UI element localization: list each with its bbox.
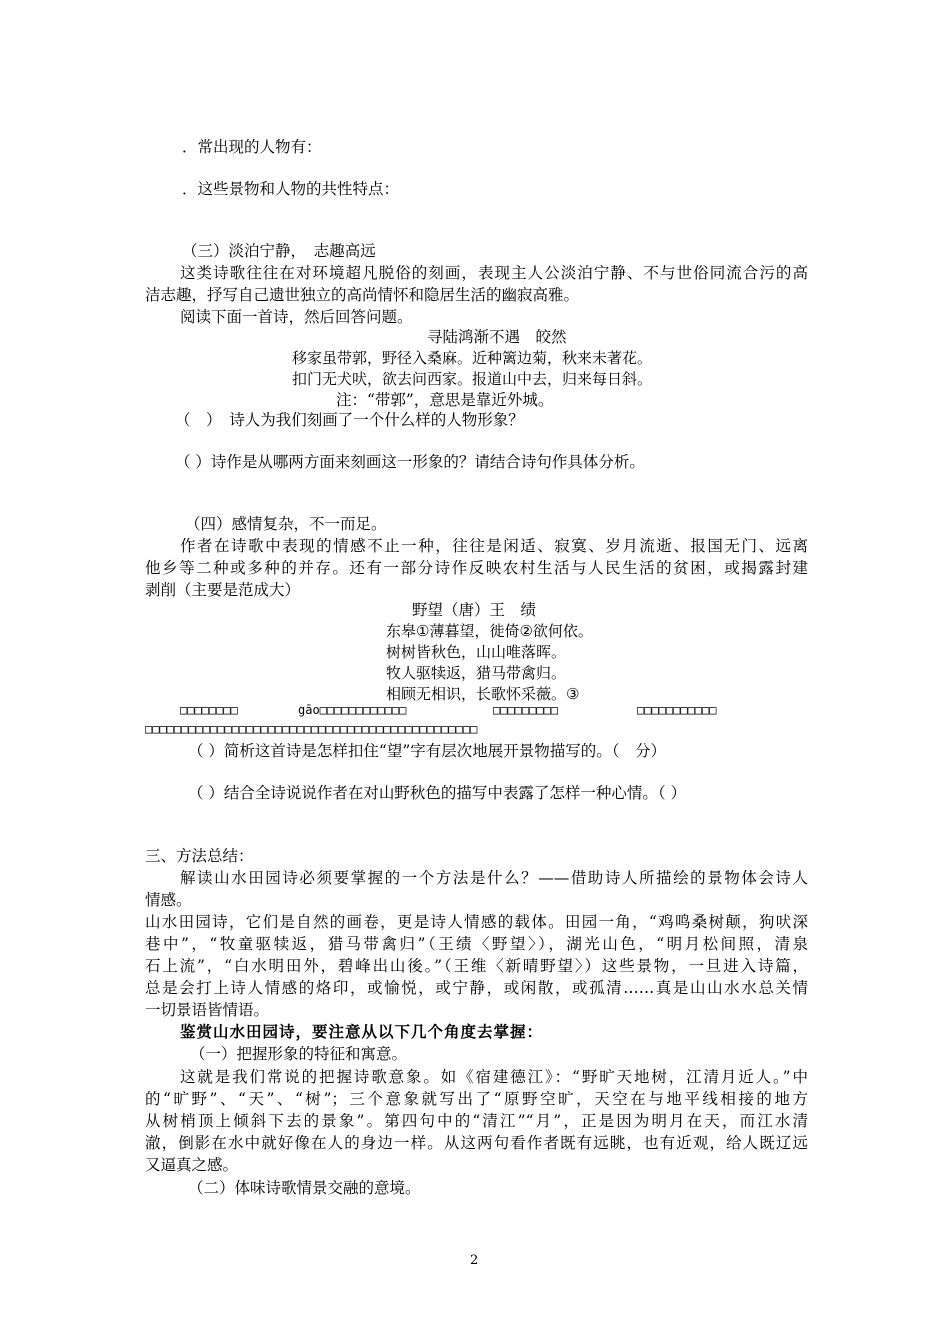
section4-question2: （ ）结合全诗说说作者在对山野秋色的描写中表露了怎样一种心情。（ ） — [188, 784, 687, 802]
section4-question1: （ ）简析这首诗是怎样扣住“望”字有层次地展开景物描写的。（ 分） — [188, 742, 667, 760]
section3-poem-line: 移家虽带郭，野径入桑麻。近种篱边菊，秋来未著花。 — [292, 349, 653, 367]
section3-note: 注：“带郭”，意思是靠近外城。 — [336, 391, 554, 409]
garbled-text: □□□□□□□□ — [180, 703, 238, 717]
method-paragraph1-line: 解读山水田园诗必须要掌握的一个方法是什么？——借助诗人所描绘的景物体会诗人 — [180, 869, 808, 887]
section3-question1: （ ） 诗人为我们刻画了一个什么样的人物形象？ — [175, 411, 524, 429]
section3-poem-line: 扣门无犬吠，欲去问西家。报道山中去，归来每日斜。 — [292, 370, 653, 388]
method-heading: 三、方法总结： — [145, 847, 254, 865]
method-paragraph2-line: 总是会打上诗人情感的烙印，或愉悦，或宁静，或闲散，或孤清……真是山山水水总关情 — [145, 979, 808, 997]
method-paragraph3-line: 这就是我们常说的把握诗歌意象。如《宿建德江》：“野旷天地树，江清月近人。”中 — [180, 1068, 808, 1086]
method-bold-heading: 鉴赏山水田园诗，要注意从以下几个角度去掌握： — [180, 1022, 544, 1041]
method-paragraph3-line: 的“旷野”、“天”、“树”；三个意象就写出了“原野空旷，天空在与地平线相接的地方 — [145, 1090, 808, 1108]
method-paragraph2-line: 石上流”，“白水明田外，碧峰出山後。”（王维〈新晴野望〉）这些景物，一旦进入诗篇， — [145, 957, 808, 975]
method-paragraph3-line: 从树梢顶上倾斜下去的景象”。第四句中的“清江”“月”，正是因为明月在天，而江水清 — [145, 1112, 808, 1130]
section4-poem-title: 野望（唐）王 绩 — [412, 601, 537, 619]
question-people: ．常出现的人物有： — [182, 138, 322, 156]
method-subheading2: （二）体味诗歌情景交融的意境。 — [188, 1179, 421, 1197]
method-paragraph2-line: 巷中”，“牧童驱犊返，猎马带禽归”（王绩〈野望〉），湖光山色，“明月松间照，清泉 — [145, 935, 808, 953]
section4-intro-line1: 作者在诗歌中表现的情感不止一种，往往是闲适、寂寞、岁月流逝、报国无门、远离 — [180, 537, 808, 555]
section4-heading: （四）感情复杂，不一而足。 — [185, 515, 387, 533]
garbled-text: □□□□□□□□□□□□□□□□□□□□□□□□□□□□□□□□□□□□□□□□□□□□□□ — [145, 722, 478, 736]
garbled-text: □□□□□□□□□□□ — [637, 703, 717, 717]
garbled-text: □□□□□□□□□ — [493, 703, 559, 717]
section3-instruction: 阅读下面一首诗，然后回答问题。 — [180, 308, 413, 326]
method-paragraph3-line: 澈，倒影在水中就好像在人的身边一样。从这两句看作者既有远眺，也有近观，给人既辽远 — [145, 1134, 808, 1152]
section3-poem-title: 寻陆鸿渐不遇 皎然 — [427, 328, 567, 346]
section4-intro-line3: 剥削（主要是范成大） — [145, 581, 301, 599]
section4-poem-line: 树树皆秋色，山山唯落晖。 — [386, 643, 567, 661]
section4-intro-line2: 他乡等二种或多种的并存。还有一部分诗作反映农村生活与人民生活的贫困，或揭露封建 — [145, 559, 808, 577]
section4-poem-line: 相顾无相识，长歌怀采薇。③ — [386, 685, 580, 703]
section4-poem-line: 牧人驱犊返，猎马带禽归。 — [386, 664, 567, 682]
question-common-traits: ．这些景物和人物的共性特点： — [182, 180, 400, 198]
method-paragraph1-line: 情感。 — [145, 891, 192, 909]
section4-poem-line: 东皋①薄暮望，徙倚②欲何依。 — [386, 622, 593, 640]
garbled-text: gāo□□□□□□□□□□□□ — [298, 703, 407, 717]
section3-heading: （三）淡泊宁静， 志趣高远 — [182, 242, 376, 260]
section3-intro-line1: 这类诗歌往往在对环境超凡脱俗的刻画，表现主人公淡泊宁静、不与世俗同流合污的高 — [180, 264, 808, 282]
method-subheading1: （一）把握形象的特征和寓意。 — [190, 1045, 408, 1063]
section3-intro-line2: 洁志趣，抒写自己遗世独立的高尚情怀和隐居生活的幽寂高雅。 — [145, 286, 580, 304]
page-number: 2 — [470, 1253, 479, 1268]
section3-question2: （ ）诗作是从哪两方面来刻画这一形象的？请结合诗句作具体分析。 — [175, 453, 645, 471]
method-paragraph3-line: 又逼真之感。 — [145, 1156, 239, 1174]
method-paragraph2-line: 一切景语皆情语。 — [145, 1001, 270, 1019]
method-paragraph2-line: 山水田园诗，它们是自然的画卷，更是诗人情感的载体。田园一角，“鸡鸣桑树颠，狗吠深 — [145, 913, 808, 931]
